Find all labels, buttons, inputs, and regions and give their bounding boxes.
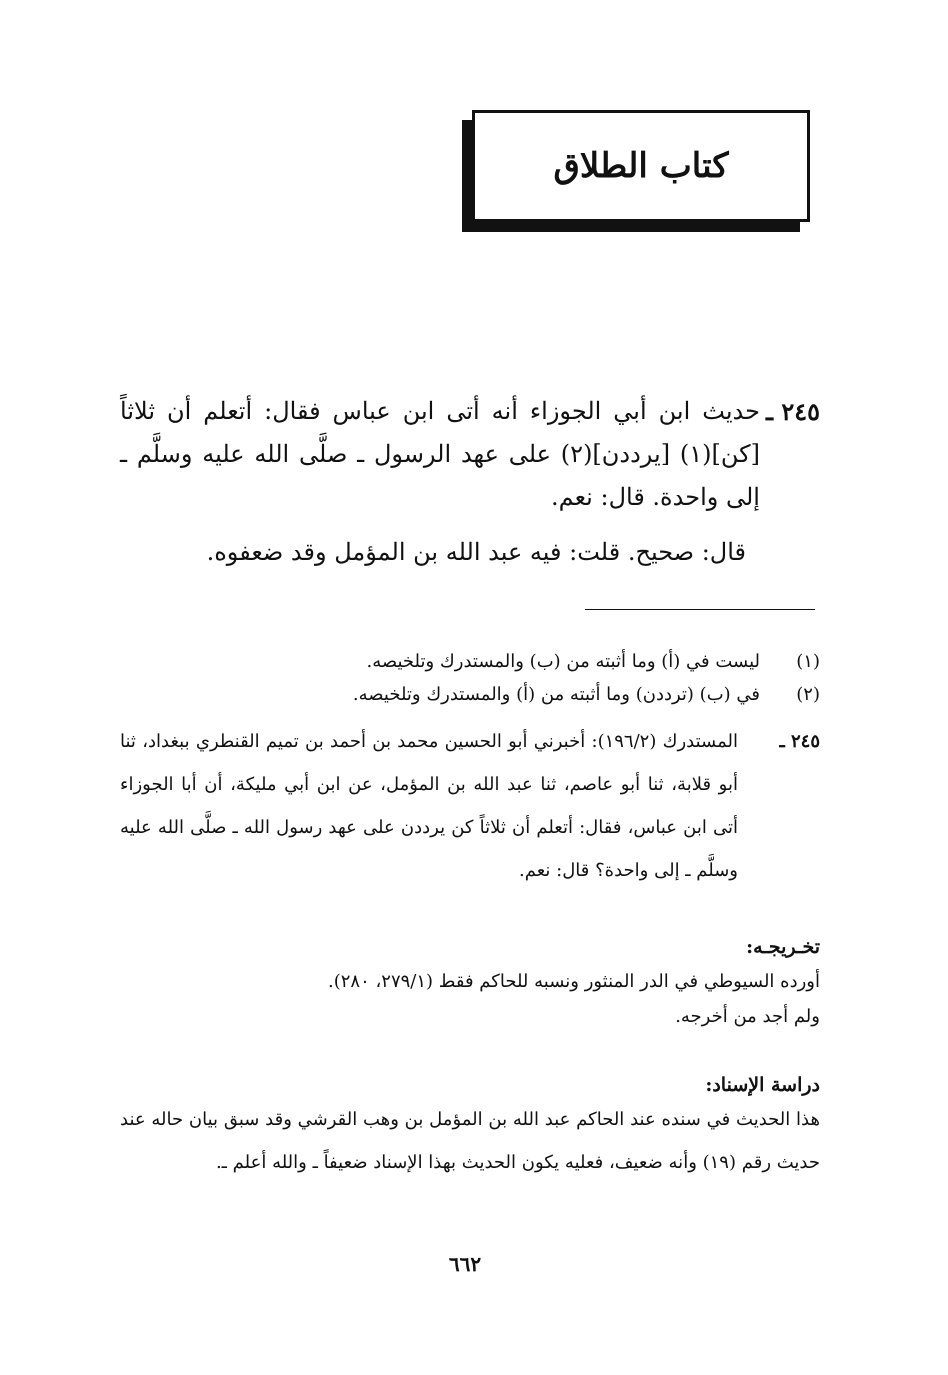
source-number: ٢٤٥ ـ [779,731,820,752]
isnad-heading: دراسة الإسناد: [705,1074,820,1096]
chapter-title-box [472,110,810,222]
footnote-text: ليست في (أ) وما أثبته من (ب) والمستدرك وتلخيصه. [366,651,760,672]
footnote-mark: (١) [796,651,820,672]
chapter-title: كتاب الطلاق [553,146,729,186]
takhrij-line: ولم أجد من أخرجه. [675,1006,820,1027]
takhrij-heading: تخـريجـه: [746,936,820,958]
footnote-item [120,678,820,711]
hadith-text: حديث ابن أبي الجوزاء أنه أتى ابن عباس فقال: أتعلم أن ثلاثاً [كن](١) [يرددن](٢) على عهد الرسول ـ صلَّى الله عليه وسلَّم ـ إلى واحدة. قال: نعم. [120,397,760,511]
source-text: المستدرك (١٩٦/٢): أخبرني أبو الحسين محمد بن أحمد بن تميم القنطري ببغداد، ثنا أبو قلابة، ثنا أبو عاصم، ثنا عبد الله بن المؤمل، عن ابن أبي مليكة، أن أبا الجوزاء أتى ابن عباس، فقال: أتعلم أن ثلاثاً كن يرددن على عهد رسول الله ـ صلَّى الله عليه وسلَّم ـ إلى واحدة؟ قال: نعم. [120,731,738,881]
main-hadith [120,390,820,574]
hadith-ruling: قال: صحيح. قلت: فيه عبد الله بن المؤمل وقد ضعفوه. [206,538,746,566]
footnote-item [120,645,820,678]
footnote-text: في (ب) (ترددن) وما أثبته من (أ) والمستدرك وتلخيصه. [352,684,760,705]
takhrij-section [120,930,820,1034]
hadith-number: ٢٤٥ ـ [765,397,820,426]
source-citation [120,720,820,892]
footnote-mark: (٢) [796,684,820,705]
isnad-section [120,1072,820,1184]
footnote-separator [585,609,815,610]
isnad-text: هذا الحديث في سنده عند الحاكم عبد الله بن المؤمل بن وهب القرشي وقد سبق بيان حاله عند حديث رقم (١٩) وأنه ضعيف، فعليه يكون الحديث بهذا الإسناد ضعيفاً ـ والله أعلم ـ. [120,1109,820,1173]
takhrij-line: أورده السيوطي في الدر المنثور ونسبه للحاكم فقط (٢٧٩/١، ٢٨٠). [328,971,820,992]
footnotes [120,645,820,711]
hadith-row [120,390,820,519]
page-number: ٦٦٢ [448,1252,482,1276]
